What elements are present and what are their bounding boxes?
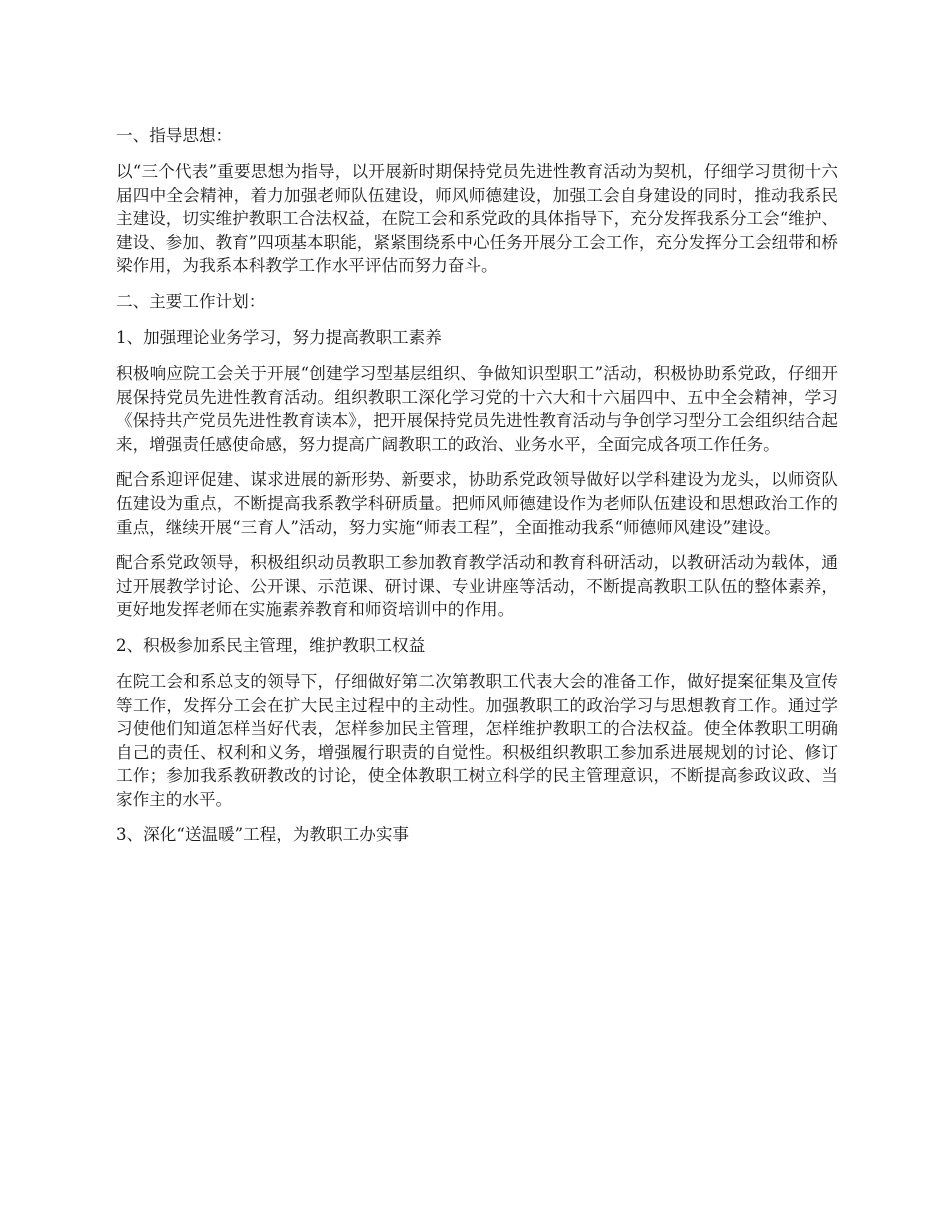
paragraph-teacher-ethics: 配合系迎评促建、谋求进展的新形势、新要求，协助系党政领导做好以学科建设为龙头，以师资队伍建设为重点，不断提高我系教学科研质量。把师风师德建设作为老师队伍建设和思想政治工作的重点，继续开展“三育人”活动，努力实施“师表工程”，全面推动我系“师德师风建设”建设。 (116, 470, 838, 537)
subheading-democratic-management: 2、积极参加系民主管理，维护教职工权益 (116, 635, 426, 655)
section-heading-guiding-thought: 一、指导思想： (116, 126, 233, 145)
subheading-send-warmth: 3、深化“送温暖”工程，为教职工办实事 (116, 825, 410, 845)
paragraph-learning-organization: 积极响应院工会关于开展“创建学习型基层组织、争做知识型职工”活动，积极协助系党政，仔细开展保持党员先进性教育活动。组织教职工深化学习党的十六大和十六届四中、五中全会精神，学习《保持共产党员先进性教育读本》，把开展保持党员先进性教育活动与争创学习型分工会组织结合起来，增强责任感使命感，努力提高广阔教职工的政治、业务水平，全面完成各项工作任务。 (116, 363, 838, 454)
paragraph-teaching-research: 配合系党政领导，积极组织动员教职工参加教育教学活动和教育科研活动，以教研活动为载体，通过开展教学讨论、公开课、示范课、研讨课、专业讲座等活动，不断提高教职工队伍的整体素养，更好地发挥老师在实施素养教育和师资培训中的作用。 (116, 553, 838, 620)
paragraph-staff-congress: 在院工会和系总支的领导下，仔细做好第二次第教职工代表大会的准备工作，做好提案征集及宣传等工作，发挥分工会在扩大民主过程中的主动性。加强教职工的政治学习与思想教育工作。通过学习使他们知道怎样当好代表，怎样参加民主管理，怎样维护教职工的合法权益。使全体教职工明确自己的责任、权利和义务，增强履行职责的自觉性。积极组织教职工参加系进展规划的讨论、修订工作；参加我系教研教改的讨论，使全体教职工树立科学的民主管理意识，不断提高参政议政、当家作主的水平。 (116, 671, 838, 809)
paragraph-guiding-thought: 以“三个代表”重要思想为指导，以开展新时期保持党员先进性教育活动为契机，仔细学习贯彻十六届四中全会精神，着力加强老师队伍建设，师风师德建设，加强工会自身建设的同时，推动我系民主建设，切实维护教职工合法权益，在院工会和系党政的具体指导下，充分发挥我系分工会“维护、建设、参加、教育”四项基本职能，紧紧围绕系中心任务开展分工会工作，充分发挥分工会纽带和桥梁作用，为我系本科教学工作水平评估而努力奋斗。 (116, 162, 839, 276)
subheading-theory-study: 1、加强理论业务学习，努力提高教职工素养 (116, 327, 442, 347)
section-heading-main-plan: 二、主要工作计划： (116, 291, 266, 311)
document-page (116, 124, 838, 859)
